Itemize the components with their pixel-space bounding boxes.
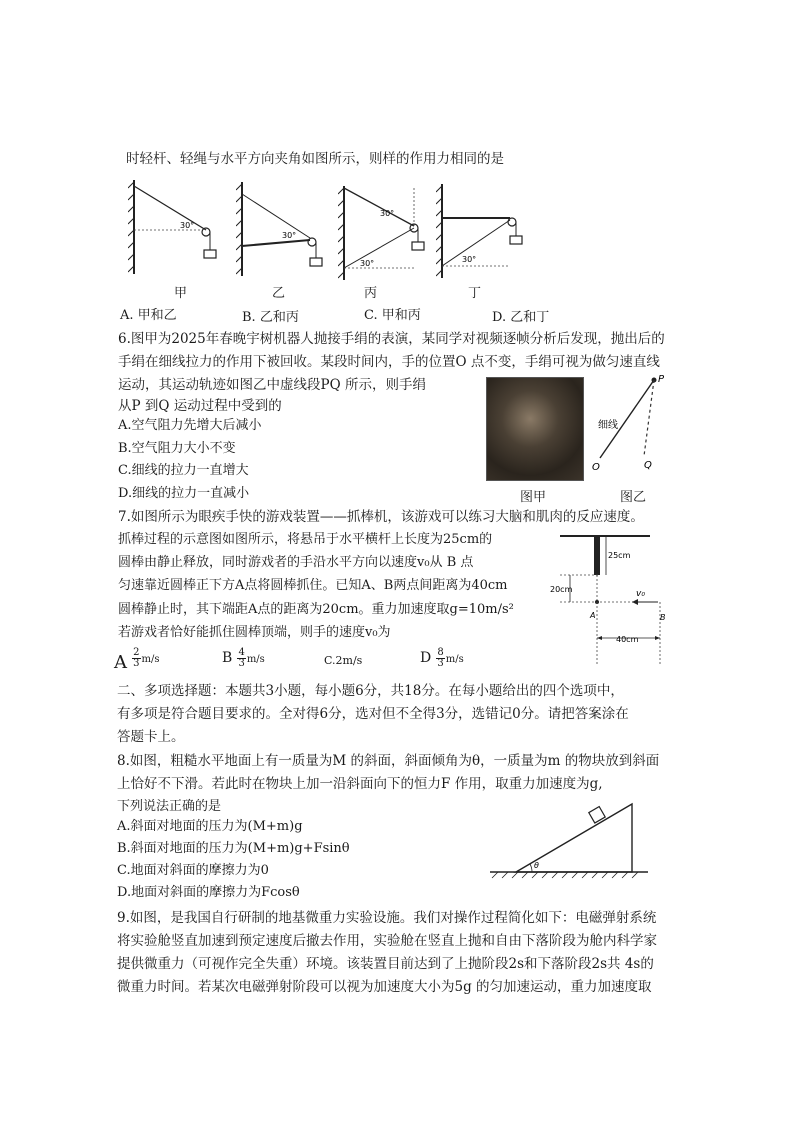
- q6-line-1: 6.图甲为2025年春晚宇树机器人抛接手绢的表演，某同学对视频逐帧分析后发现，抛出后的: [118, 331, 665, 347]
- q5-stem: 时轻杆、轻绳与水平方向夹角如图所示，则样的作用力相同的是: [126, 151, 504, 167]
- q6-label-q: Q: [644, 460, 652, 471]
- q5-option-b: B. 乙和丙: [242, 310, 299, 325]
- q5-caption-bing: 丙: [364, 286, 378, 301]
- q7-label-40cm: 40cm: [616, 635, 639, 644]
- q6-option-b: B.空气阻力大小不变: [118, 441, 236, 456]
- q7-label-25cm: 25cm: [608, 551, 631, 560]
- q6-robot-photo: [486, 377, 584, 481]
- q6-option-c: C.细线的拉力一直增大: [118, 463, 249, 478]
- q7-option-a: A $\frac{2}{3}$ m/s: [114, 647, 160, 673]
- q7-option-b: B $\frac{4}{3}$ m/s: [222, 647, 265, 669]
- q6-option-a: A.空气阻力先增大后减小: [118, 418, 262, 433]
- q6-label-p: P: [658, 374, 665, 385]
- q5-angle-jia: 30°: [180, 221, 195, 230]
- q8-option-c: C.地面对斜面的摩擦力为0: [117, 863, 269, 878]
- q5-caption-yi: 乙: [272, 286, 286, 301]
- q9-line-4: 微重力时间。若某次电磁弹射阶段可以视为加速度大小为5g 的匀加速运动，重力加速度取: [117, 979, 652, 995]
- q8-option-d: D.地面对斜面的摩擦力为Fcosθ: [117, 885, 300, 900]
- q5-angle-bing-bottom: 30°: [360, 259, 375, 268]
- q5-angle-yi: 30°: [282, 231, 297, 240]
- q7-label-b: B: [660, 613, 666, 622]
- q6-line-3: 运动，其运动轨迹如图乙中虚线段PQ 所示，则手绢: [118, 377, 426, 393]
- q7-option-b-letter: B: [222, 650, 233, 666]
- q6-label-string: 细线: [598, 420, 618, 431]
- q7-option-c: C.2m/s: [324, 654, 363, 667]
- q9-line-3: 提供微重力（可视作完全失重）环境。该装置目前达到了上抛阶段2s和下落阶段2s共 4s的: [117, 956, 654, 972]
- q7-option-a-letter: A: [114, 652, 127, 673]
- q7-option-d-letter: D: [420, 650, 432, 666]
- q8-option-b: B.斜面对地面的压力为(M+m)g+Fsinθ: [117, 841, 350, 856]
- q7-label-20cm: 20cm: [550, 585, 573, 594]
- q7-line-6: 若游戏者恰好能抓住圆棒顶端，则手的速度v₀为: [118, 625, 391, 640]
- q6-diagram: [590, 372, 680, 482]
- q5-caption-jia: 甲: [174, 286, 188, 301]
- q7-label-v0: v₀: [636, 589, 645, 599]
- q8-line-3: 下列说法正确的是: [117, 799, 222, 814]
- q7-option-a-fraction: $\frac{2}{3}$: [133, 647, 140, 669]
- q6-caption-a: 图甲: [520, 490, 547, 505]
- q5-caption-ding: 丁: [468, 286, 482, 301]
- q6-line-2: 手绢在细线拉力的作用下被回收。某段时间内，手的位置O 点不变，手绢可视为做匀速直线: [118, 354, 660, 370]
- q7-line-4: 匀速靠近圆棒正下方A点将圆棒抓住。已知A、B两点间距离为40cm: [118, 578, 508, 593]
- section2-line-1: 二、多项选择题：本题共3小题，每小题6分，共18分。在每小题给出的四个选项中，: [117, 683, 624, 699]
- q7-option-d: D $\frac{8}{3}$ m/s: [420, 647, 464, 669]
- q5-angle-ding: 30°: [462, 255, 477, 264]
- q7-line-2: 抓棒过程的示意图如图所示，将悬吊于水平横杆上长度为25cm的: [118, 532, 493, 547]
- q6-caption-b: 图乙: [620, 490, 647, 505]
- q5-angle-bing-top: 30°: [380, 209, 395, 218]
- q5-option-c: C. 甲和丙: [364, 308, 421, 323]
- q8-label-theta: θ: [534, 861, 539, 870]
- q5-figure-ding: [436, 182, 528, 282]
- q5-figure-jia: [128, 178, 220, 278]
- section2-line-2: 有多项是符合题目要求的。全对得6分，选对但不全得3分，选错记0分。请把答案涂在: [117, 706, 629, 722]
- q8-option-a: A.斜面对地面的压力为(M+m)g: [117, 819, 303, 834]
- q7-line-5: 圆棒静止时，其下端距A点的距离为20cm。重力加速度取g=10m/s²: [118, 602, 514, 617]
- q8-line-1: 8.如图，粗糙水平地面上有一质量为M 的斜面，斜面倾角为θ，一质量为m 的物块放到斜面: [117, 753, 660, 769]
- q7-option-d-fraction: $\frac{8}{3}$: [437, 647, 444, 669]
- q5-option-d: D. 乙和丁: [492, 310, 550, 325]
- q6-line-4: 从P 到Q 运动过程中受到的: [118, 398, 282, 414]
- q5-figure-bing: [338, 184, 430, 284]
- q6-option-d: D.细线的拉力一直减小: [118, 486, 250, 501]
- q7-option-b-fraction: $\frac{4}{3}$: [238, 647, 245, 669]
- q5-figure-yi: [236, 180, 328, 280]
- q7-line-3: 圆棒由静止释放，同时游戏者的手沿水平方向以速度v₀从 B 点: [118, 555, 474, 570]
- q8-incline-diagram: [488, 796, 650, 882]
- q7-diagram: [540, 530, 680, 670]
- q7-line-1: 7.如图所示为眼疾手快的游戏装置——抓棒机，该游戏可以练习大脑和肌肉的反应速度。: [118, 509, 644, 525]
- q8-line-2: 上恰好不下滑。若此时在物块上加一沿斜面向下的恒力F 作用，取重力加速度为g,: [117, 776, 603, 792]
- q7-label-a: A: [590, 611, 596, 620]
- q9-line-2: 将实验舱竖直加速到预定速度后撤去作用，实验舱在竖直上抛和自由下落阶段为舱内科学家: [117, 933, 657, 949]
- section2-line-3: 答题卡上。: [117, 729, 185, 745]
- q9-line-1: 9.如图，是我国自行研制的地基微重力实验设施。我们对操作过程简化如下：电磁弹射系统: [117, 910, 657, 926]
- q6-label-o: O: [592, 462, 600, 473]
- q5-option-a: A. 甲和乙: [120, 308, 177, 323]
